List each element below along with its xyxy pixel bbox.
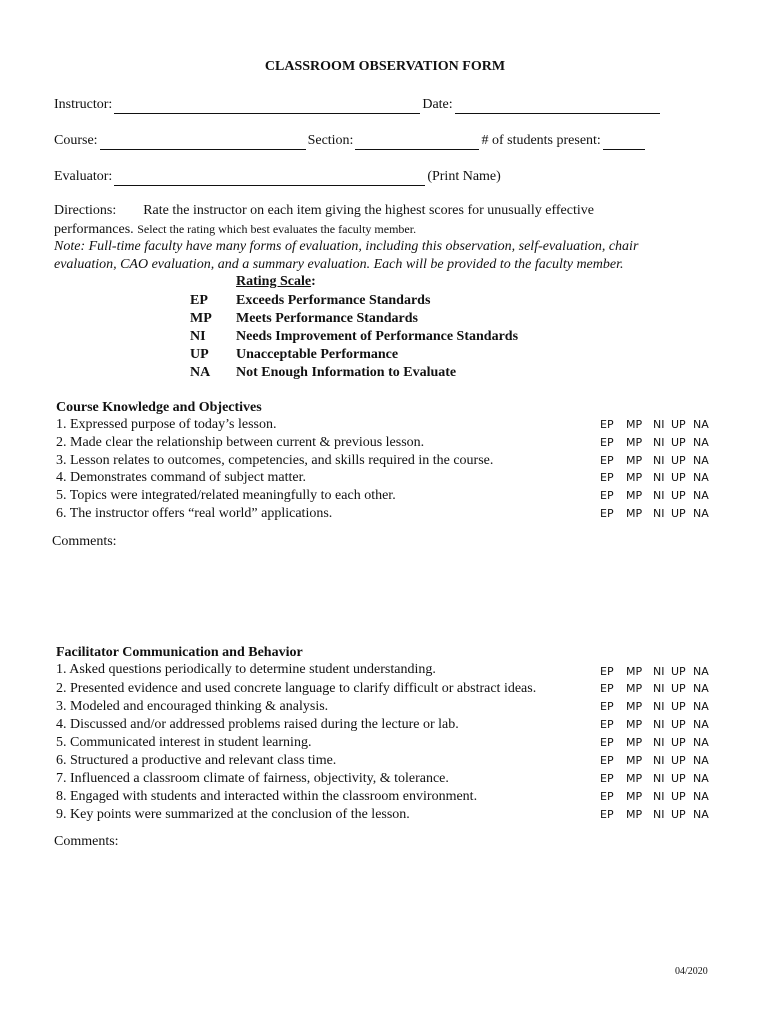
form-revision-date: 04/2020 [675, 966, 708, 977]
rating-options[interactable] [600, 469, 709, 487]
instructor-label: Instructor: [54, 97, 113, 112]
rating-mp[interactable]: MP [626, 489, 643, 502]
list-item: 6. The instructor offers “real world” applications. [56, 506, 333, 521]
rating-na[interactable]: NA [693, 772, 709, 785]
rating-mp[interactable]: MP [626, 772, 643, 785]
rating-ep[interactable]: EP [600, 471, 614, 484]
rating-options[interactable] [600, 734, 709, 752]
list-item: 8. Engaged with students and interacted within the classroom environment. [56, 789, 478, 804]
evaluator-label: Evaluator: [54, 169, 113, 184]
list-item: 6. Structured a productive and relevant class time. [56, 753, 337, 768]
directions-label: Directions: [54, 203, 117, 218]
rating-ni[interactable]: NI [653, 700, 665, 713]
rating-scale-heading: Rating Scale: [236, 274, 316, 289]
rating-mp[interactable]: MP [626, 665, 643, 678]
rating-up[interactable]: UP [671, 471, 686, 484]
rating-na[interactable]: NA [693, 754, 709, 767]
rating-ni[interactable]: NI [653, 436, 665, 449]
scale-desc: Exceeds Performance Standards [236, 293, 431, 308]
rating-ni[interactable]: NI [653, 754, 665, 767]
evaluator-field[interactable] [114, 171, 425, 186]
rating-mp[interactable]: MP [626, 736, 643, 749]
list-item: 1. Expressed purpose of today’s lesson. [56, 417, 277, 432]
rating-options[interactable] [600, 663, 709, 681]
course-field[interactable] [100, 135, 306, 150]
instructor-row [54, 96, 662, 114]
rating-ni[interactable]: NI [653, 454, 665, 467]
rating-ep[interactable]: EP [600, 665, 614, 678]
rating-ni[interactable]: NI [653, 471, 665, 484]
rating-ni[interactable]: NI [653, 665, 665, 678]
scale-desc: Meets Performance Standards [236, 311, 418, 326]
rating-options[interactable] [600, 505, 709, 523]
date-field[interactable] [455, 99, 660, 114]
rating-na[interactable]: NA [693, 418, 709, 431]
list-item: 7. Influenced a classroom climate of fairness, objectivity, & tolerance. [56, 771, 449, 786]
print-name-label: (Print Name) [427, 169, 501, 184]
directions-text: Rate the instructor on each item giving the highest scores for unusually effective [143, 203, 594, 218]
rating-na[interactable]: NA [693, 808, 709, 821]
rating-ni[interactable]: NI [653, 790, 665, 803]
list-item: 9. Key points were summarized at the conclusion of the lesson. [56, 807, 410, 822]
scale-desc: Needs Improvement of Performance Standards [236, 329, 519, 344]
rating-options[interactable] [600, 680, 709, 698]
rating-options[interactable] [600, 487, 709, 505]
scale-code: UP [190, 347, 209, 362]
scale-code: NI [190, 329, 206, 344]
rating-ep[interactable]: EP [600, 772, 614, 785]
rating-up[interactable]: UP [671, 507, 686, 520]
list-item: 5. Topics were integrated/related meaningfully to each other. [56, 488, 396, 503]
scale-code: MP [190, 311, 212, 326]
rating-na[interactable]: NA [693, 665, 709, 678]
rating-na[interactable]: NA [693, 507, 709, 520]
list-item: 4. Discussed and/or addressed problems raised during the lecture or lab. [56, 717, 459, 732]
rating-mp[interactable]: MP [626, 471, 643, 484]
rating-na[interactable]: NA [693, 736, 709, 749]
page-title: CLASSROOM OBSERVATION FORM [264, 59, 506, 74]
rating-up[interactable]: UP [671, 436, 686, 449]
section-field[interactable] [355, 135, 479, 150]
note-line-1: Note: Full-time faculty have many forms of evaluation, including this observation, self-evaluation, chair [54, 239, 639, 254]
rating-up[interactable]: UP [671, 700, 686, 713]
directions-text-3: Select the rating which best evaluates the faculty member. [137, 222, 417, 236]
rating-mp[interactable]: MP [626, 808, 643, 821]
rating-na[interactable]: NA [693, 790, 709, 803]
rating-ep[interactable]: EP [600, 754, 614, 767]
rating-na[interactable]: NA [693, 718, 709, 731]
rating-options[interactable] [600, 698, 709, 716]
rating-ni[interactable]: NI [653, 808, 665, 821]
rating-mp[interactable]: MP [626, 790, 643, 803]
rating-options[interactable] [600, 416, 709, 434]
rating-up[interactable]: UP [671, 772, 686, 785]
rating-ep[interactable]: EP [600, 454, 614, 467]
rating-ep[interactable]: EP [600, 790, 614, 803]
rating-up[interactable]: UP [671, 665, 686, 678]
rating-mp[interactable]: MP [626, 436, 643, 449]
scale-desc: Unacceptable Performance [236, 347, 399, 362]
rating-up[interactable]: UP [671, 682, 686, 695]
rating-up[interactable]: UP [671, 736, 686, 749]
rating-na[interactable]: NA [693, 471, 709, 484]
rating-ni[interactable]: NI [653, 772, 665, 785]
list-item: 1. Asked questions periodically to determine student understanding. [56, 662, 436, 677]
directions-text-2: performances. [54, 222, 138, 237]
rating-up[interactable]: UP [671, 718, 686, 731]
section-title: Facilitator Communication and Behavior [56, 645, 303, 660]
rating-options[interactable] [600, 788, 709, 806]
rating-up[interactable]: UP [671, 808, 686, 821]
rating-mp[interactable]: MP [626, 700, 643, 713]
scale-code: NA [190, 365, 211, 380]
rating-na[interactable]: NA [693, 436, 709, 449]
list-item: 2. Presented evidence and used concrete language to clarify difficult or abstract ideas. [56, 681, 537, 696]
rating-ep[interactable]: EP [600, 808, 614, 821]
rating-ni[interactable]: NI [653, 736, 665, 749]
rating-na[interactable]: NA [693, 682, 709, 695]
rating-mp[interactable]: MP [626, 418, 643, 431]
rating-ep[interactable]: EP [600, 507, 614, 520]
rating-na[interactable]: NA [693, 700, 709, 713]
list-item: 3. Modeled and encouraged thinking & analysis. [56, 699, 329, 714]
rating-options[interactable] [600, 752, 709, 770]
scale-desc: Not Enough Information to Evaluate [236, 365, 457, 380]
rating-up[interactable]: UP [671, 418, 686, 431]
rating-mp[interactable]: MP [626, 507, 643, 520]
section-label: Section: [307, 133, 354, 148]
rating-ep[interactable]: EP [600, 489, 614, 502]
rating-ep[interactable]: EP [600, 418, 614, 431]
comments-label: Comments: [54, 834, 119, 849]
rating-mp[interactable]: MP [626, 454, 643, 467]
rating-mp[interactable]: MP [626, 754, 643, 767]
date-label: Date: [422, 97, 453, 112]
section-title: Course Knowledge and Objectives [56, 400, 262, 415]
directions [54, 202, 594, 239]
comments-label: Comments: [52, 534, 117, 549]
rating-ni[interactable]: NI [653, 682, 665, 695]
rating-up[interactable]: UP [671, 790, 686, 803]
rating-up[interactable]: UP [671, 489, 686, 502]
rating-ep[interactable]: EP [600, 682, 614, 695]
rating-mp[interactable]: MP [626, 682, 643, 695]
rating-ep[interactable]: EP [600, 736, 614, 749]
rating-ni[interactable]: NI [653, 507, 665, 520]
rating-na[interactable]: NA [693, 489, 709, 502]
rating-options[interactable] [600, 452, 709, 470]
rating-ep[interactable]: EP [600, 718, 614, 731]
list-item: 2. Made clear the relationship between current & previous lesson. [56, 435, 425, 450]
list-item: 4. Demonstrates command of subject matter. [56, 470, 306, 485]
note [54, 238, 638, 273]
rating-up[interactable]: UP [671, 754, 686, 767]
list-item: 5. Communicated interest in student learning. [56, 735, 312, 750]
rating-ni[interactable]: NI [653, 418, 665, 431]
students-label: # of students present: [481, 133, 601, 148]
list-item: 3. Lesson relates to outcomes, competencies, and skills required in the course. [56, 453, 494, 468]
rating-ni[interactable]: NI [653, 489, 665, 502]
course-row [54, 132, 647, 150]
rating-options[interactable] [600, 806, 709, 824]
rating-ep[interactable]: EP [600, 700, 614, 713]
evaluator-row [54, 168, 501, 186]
rating-up[interactable]: UP [671, 454, 686, 467]
course-label: Course: [54, 133, 98, 148]
rating-ep[interactable]: EP [600, 436, 614, 449]
rating-na[interactable]: NA [693, 454, 709, 467]
rating-options[interactable] [600, 716, 709, 734]
rating-options[interactable] [600, 770, 709, 788]
rating-options[interactable] [600, 434, 709, 452]
scale-code: EP [190, 293, 208, 308]
note-line-2: evaluation, CAO evaluation, and a summary evaluation. Each will be provided to the faculty member. [54, 256, 624, 272]
instructor-field[interactable] [114, 99, 420, 114]
rating-ni[interactable]: NI [653, 718, 665, 731]
students-field[interactable] [603, 135, 645, 150]
rating-mp[interactable]: MP [626, 718, 643, 731]
